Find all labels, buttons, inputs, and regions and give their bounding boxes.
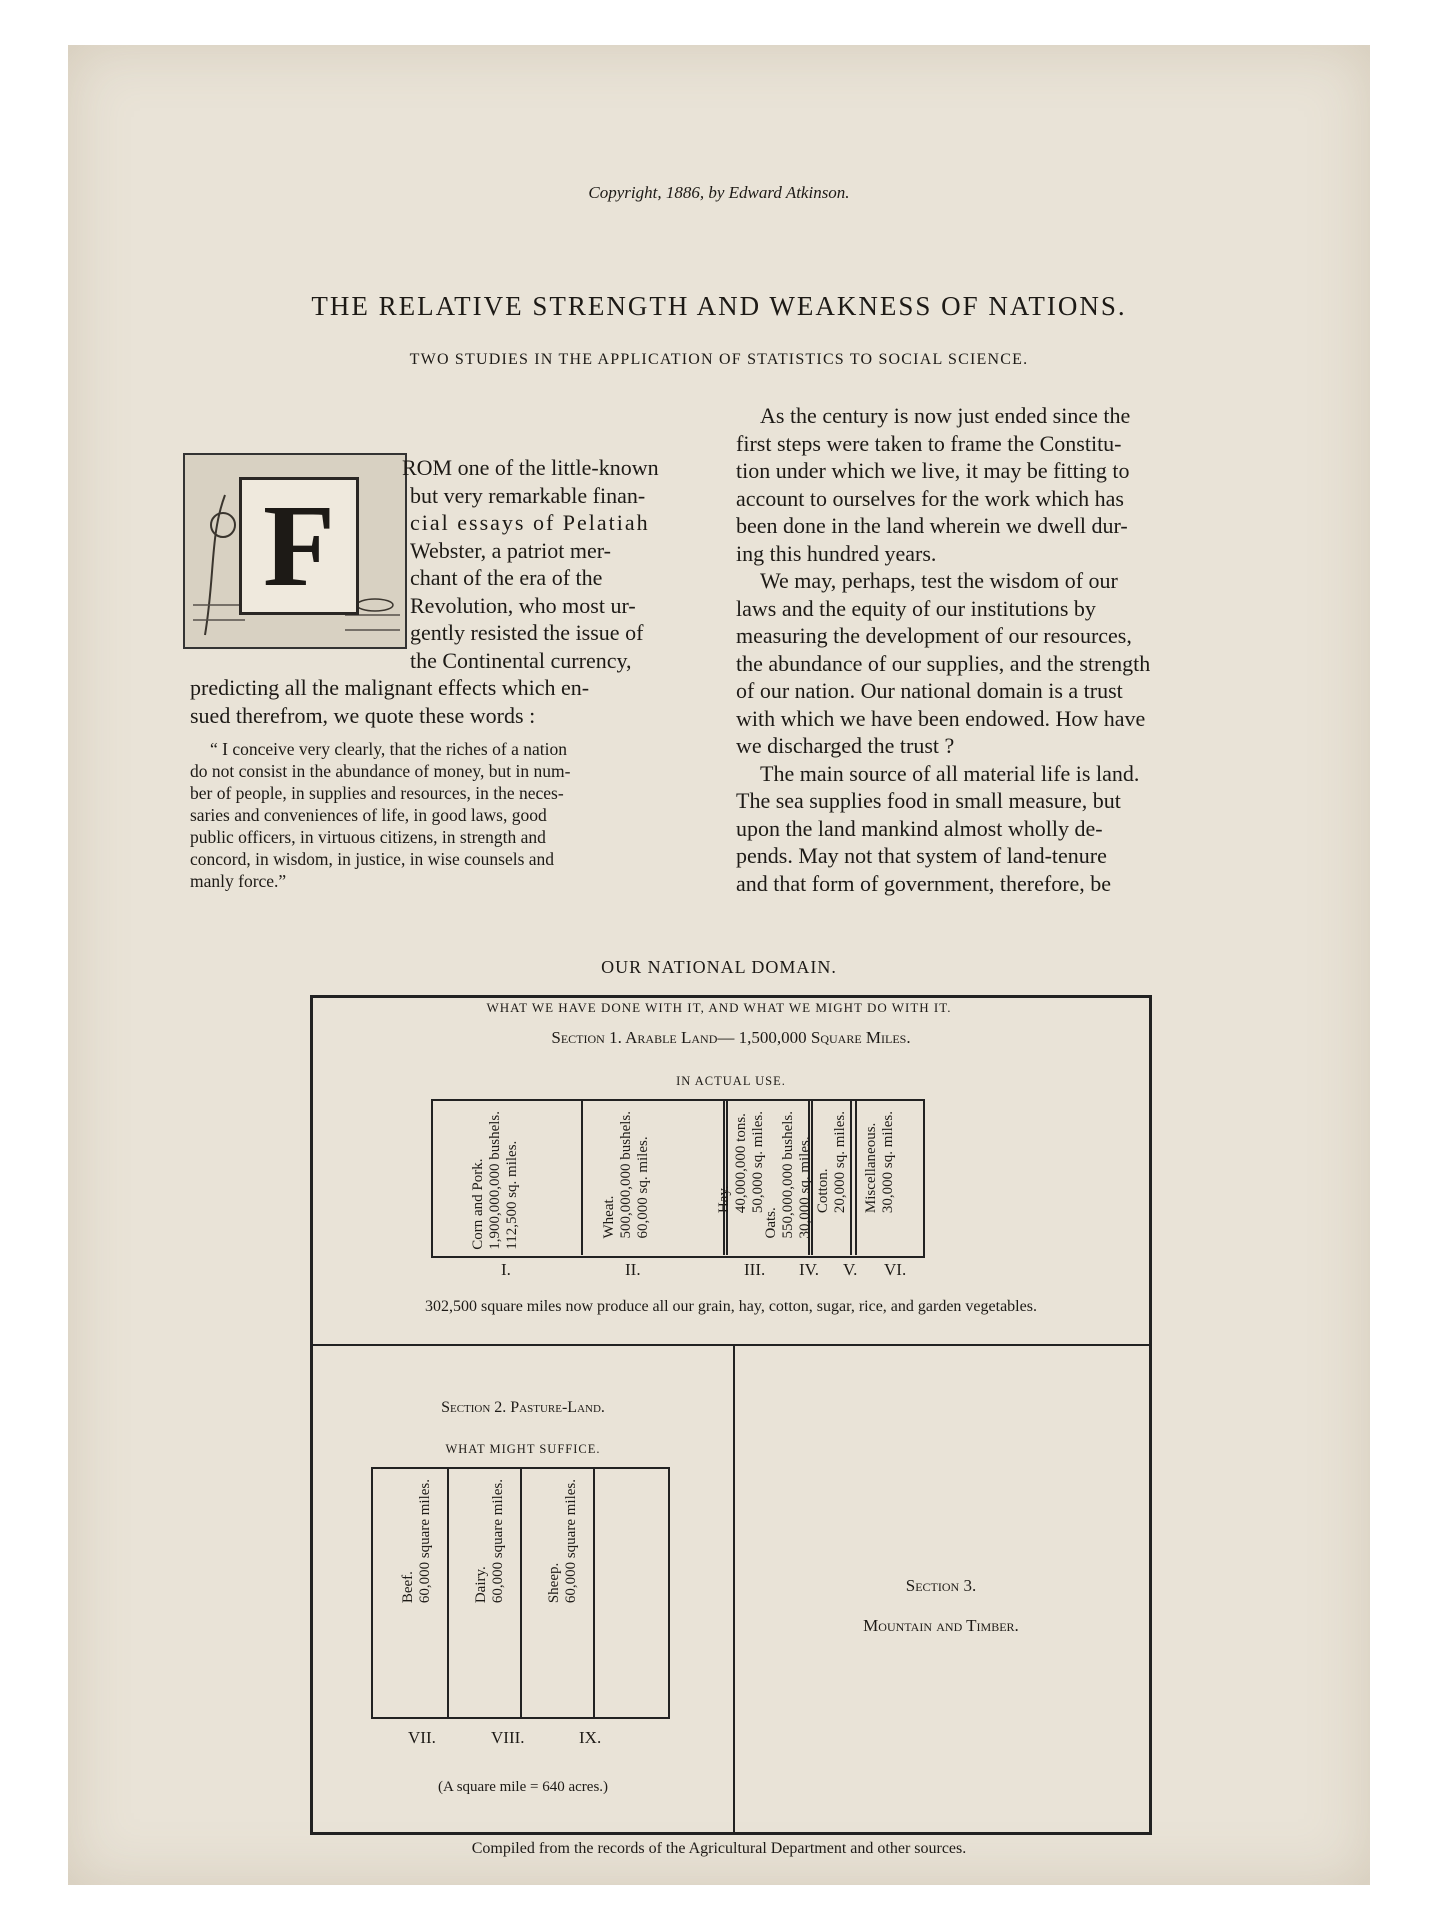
text-line: The sea supplies food in small measure, but (736, 788, 1121, 813)
crop-oats (763, 1111, 814, 1239)
crop-label: Corn and Pork. (470, 1158, 486, 1250)
webster-quote (190, 738, 756, 892)
pasture-dairy (473, 1479, 507, 1603)
crop-label: Wheat. (601, 1195, 617, 1239)
crop-cotton (815, 1111, 849, 1213)
pasture-label: Beef. (400, 1571, 416, 1604)
diagram-title: OUR NATIONAL DOMAIN. (601, 957, 837, 977)
text-line: cial essays of Pelatiah (410, 510, 650, 535)
text-line: the Continental currency, (410, 647, 632, 673)
text-line: As the century is now just ended since the (760, 403, 1131, 428)
quote-line: manly force.” (190, 871, 287, 891)
quote-line: public officers, in virtuous citizens, in strength and (190, 827, 546, 847)
text-line: gently resisted the issue of (410, 620, 644, 645)
text-line: laws and the equity of our institutions by (736, 595, 1096, 621)
crop-quantity: 550,000,000 bushels. (780, 1111, 796, 1239)
text-line: We may, perhaps, test the wisdom of our (760, 568, 1118, 593)
dropcap-illustration (183, 453, 407, 649)
crop-quantity: 40,000,000 tons. (733, 1113, 749, 1214)
pasture-area: 60,000 square miles. (417, 1479, 433, 1604)
quote-line: ber of people, in supplies and resources, in the neces- (190, 783, 564, 803)
text-line: and that form of government, therefore, be (736, 870, 1112, 896)
right-column-text (736, 402, 1328, 897)
quote-line: do not consist in the abundance of money, but in num- (190, 761, 571, 781)
numeral-label: VI. (884, 1260, 907, 1279)
text-line: tion under which we live, it may be fitting to (736, 458, 1130, 483)
text-line: ing this hundred years. (736, 540, 937, 566)
diagram-credit: Compiled from the records of the Agricultural Department and other sources. (471, 1840, 967, 1857)
numeral-label: IV. (799, 1260, 819, 1279)
numeral-label: VIII. (491, 1728, 525, 1747)
divider (581, 1101, 583, 1255)
pasture-area: 60,000 square miles. (490, 1479, 506, 1604)
article-subtitle: TWO STUDIES IN THE APPLICATION OF STATISTICS TO SOCIAL SCIENCE. (409, 351, 1029, 368)
text-line: chant of the era of the (410, 565, 603, 590)
crop-area: 60,000 sq. miles. (635, 1136, 651, 1239)
crop-label: Hay. (716, 1185, 732, 1214)
numeral-label: V. (843, 1260, 858, 1279)
diagram-subtitle: WHAT WE HAVE DONE WITH IT, AND WHAT WE MIGHT DO WITH IT. (486, 1000, 952, 1015)
text-line: the abundance of our supplies, and the strength (736, 650, 1151, 676)
pasture-sheep (546, 1479, 580, 1603)
text-line: with which we have been endowed. How have (736, 705, 1146, 731)
section1-title: Section 1. Arable Land— 1,500,000 Square Miles. (551, 1028, 911, 1047)
crop-area: 50,000 sq. miles. (750, 1111, 766, 1214)
quote-line: concord, in wisdom, in justice, in wise counsels and (190, 849, 555, 869)
arable-land-box (431, 1099, 925, 1258)
dropcap-letter: F (239, 477, 359, 615)
page-sheet (68, 45, 1370, 1885)
intro-lines-full (190, 674, 750, 729)
text-line: we discharged the trust ? (736, 733, 955, 758)
numeral-label: IX. (579, 1728, 602, 1747)
crop-area: 112,500 sq. miles. (504, 1140, 520, 1250)
text-line: The main source of all material life is land. (760, 760, 1140, 786)
crop-miscellaneous (863, 1111, 897, 1213)
crop-quantity: 1,900,000,000 bushels. (487, 1111, 503, 1250)
section2-subtitle: WHAT MIGHT SUFFICE. (445, 1442, 601, 1456)
text-line: but very remarkable finan- (410, 482, 646, 508)
crop-quantity: 500,000,000 bushels. (618, 1111, 634, 1239)
text-line: upon the land mankind almost wholly de- (736, 815, 1103, 841)
section1-note: 302,500 square miles now produce all our grain, hay, cotton, sugar, rice, and garden vegetables. (425, 1298, 1037, 1315)
crop-label: Miscellaneous. (863, 1122, 879, 1214)
text-line: measuring the development of our resources, (736, 623, 1132, 648)
text-line: Webster, a patriot mer- (410, 537, 611, 563)
divider (447, 1469, 449, 1717)
crop-area: 20,000 sq. miles. (832, 1111, 848, 1214)
text-line: predicting all the malignant effects which en- (190, 675, 590, 700)
pasture-land-box (371, 1467, 670, 1719)
section3-title: Section 3. (905, 1576, 977, 1595)
text-line: ROM one of the little-known (402, 455, 659, 480)
text-line: sued therefrom, we quote these words : (190, 702, 536, 728)
crop-label: Oats. (763, 1207, 779, 1239)
crop-wheat (601, 1111, 652, 1239)
numeral-label: III. (744, 1260, 766, 1279)
copyright-line: Copyright, 1886, by Edward Atkinson. (588, 183, 850, 202)
divider (855, 1101, 857, 1255)
section3-subtitle: Mountain and Timber. (863, 1616, 1019, 1635)
section1-subtitle: IN ACTUAL USE. (676, 1074, 786, 1088)
crop-corn-pork (470, 1111, 521, 1250)
text-line: been done in the land wherein we dwell dur- (736, 513, 1128, 538)
pasture-label: Sheep. (546, 1562, 562, 1604)
text-line: first steps were taken to frame the Constitu- (736, 430, 1122, 456)
numeral-label: I. (501, 1260, 511, 1279)
intro-lines-beside-cap (402, 454, 750, 674)
section-divider (313, 1344, 1149, 1346)
national-domain-diagram (310, 995, 1152, 1835)
text-line: Revolution, who most ur- (410, 592, 636, 618)
crop-label: Cotton. (815, 1168, 831, 1214)
crop-area: 30,000 sq. miles. (880, 1111, 896, 1214)
section2-title: Section 2. Pasture-Land. (441, 1399, 605, 1416)
divider (593, 1469, 595, 1717)
numeral-label: VII. (408, 1728, 436, 1747)
quote-line: “ I conceive very clearly, that the riches of a nation (210, 739, 567, 759)
numeral-label: II. (625, 1260, 641, 1279)
crop-hay (716, 1111, 767, 1213)
pasture-beef (400, 1479, 434, 1603)
quote-line: saries and conveniences of life, in good laws, good (190, 805, 547, 825)
divider (850, 1101, 852, 1255)
divider (520, 1469, 522, 1717)
article-title: THE RELATIVE STRENGTH AND WEAKNESS OF NATIONS. (311, 291, 1127, 321)
text-line: pends. May not that system of land-tenure (736, 843, 1107, 868)
text-line: account to ourselves for the work which has (736, 485, 1124, 511)
text-line: of our nation. Our national domain is a trust (736, 678, 1123, 703)
pasture-area: 60,000 square miles. (563, 1479, 579, 1604)
crop-area: 30,000 sq. miles. (797, 1136, 813, 1239)
pasture-label: Dairy. (473, 1566, 489, 1604)
section2-note: (A square mile = 640 acres.) (437, 1779, 609, 1795)
